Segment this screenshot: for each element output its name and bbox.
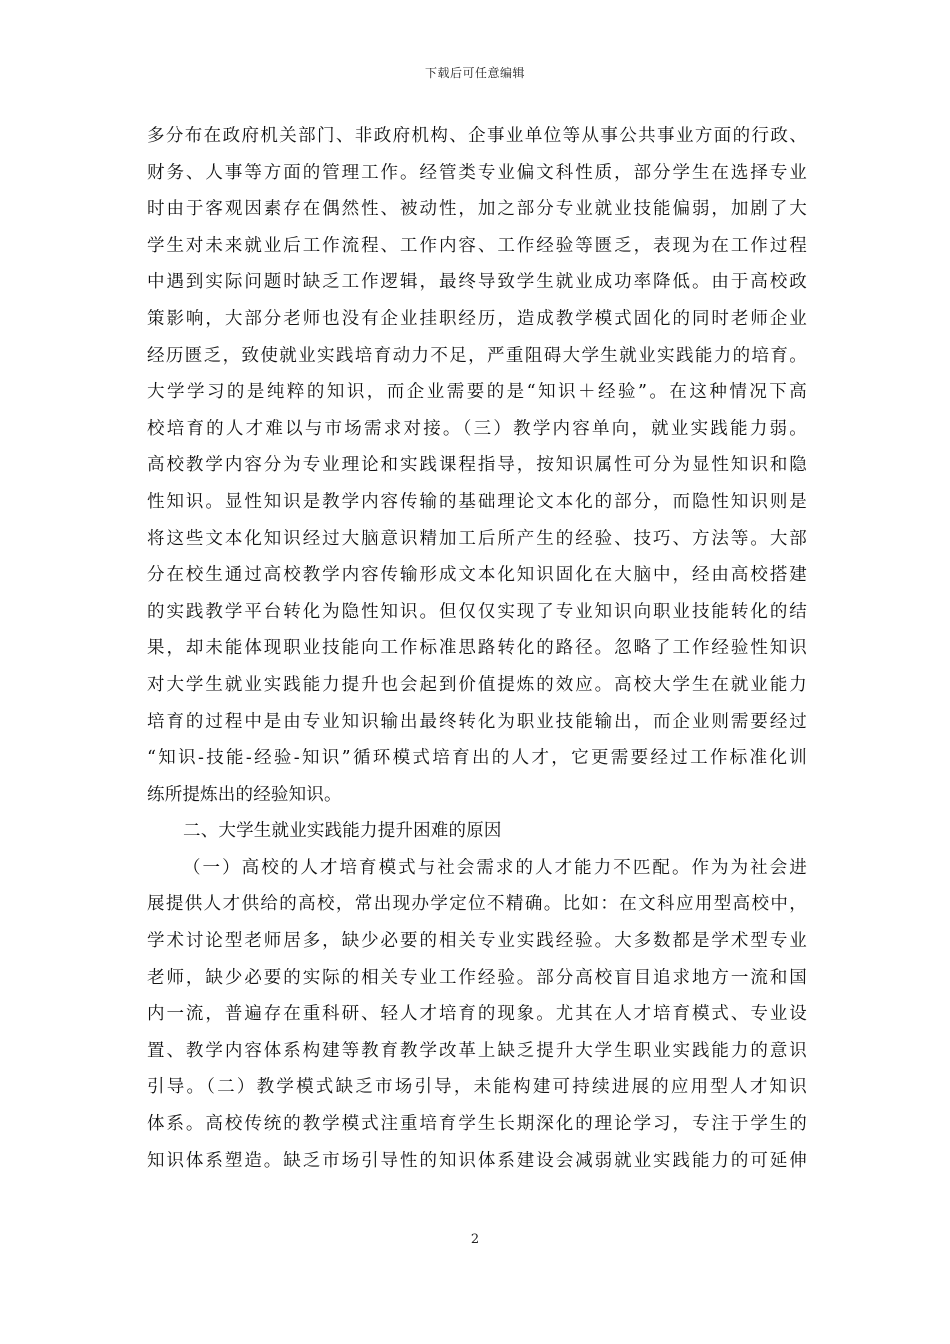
text-line: 练所提炼出的经验知识。 xyxy=(147,784,342,805)
text-line: 中遇到实际问题时缺乏工作逻辑，最终导致学生就业成功率降低。由于高校政 xyxy=(147,272,807,293)
text-line: 老师，缺少必要的实际的相关专业工作经验。部分高校盲目追求地方一流和国 xyxy=(147,967,807,988)
text-line: 校培育的人才难以与市场需求对接。（三）教学内容单向，就业实践能力弱。 xyxy=(147,418,807,439)
text-line: 置、教学内容体系构建等教育教学改革上缺乏提升大学生职业实践能力的意识 xyxy=(147,1040,807,1061)
text-line: 经历匮乏，致使就业实践培育动力不足，严重阻碍大学生就业实践能力的培育。 xyxy=(147,345,807,366)
text-line: 高校教学内容分为专业理论和实践课程指导，按知识属性可分为显性知识和隐 xyxy=(147,455,807,476)
text-line: 果，却未能体现职业技能向工作标准思路转化的路径。忽略了工作经验性知识 xyxy=(147,638,807,659)
text-line: 学生对未来就业后工作流程、工作内容、工作经验等匮乏，表现为在工作过程 xyxy=(147,235,807,256)
text-line: 体系。高校传统的教学模式注重培育学生长期深化的理论学习，专注于学生的 xyxy=(147,1114,807,1135)
text-line: 大学学习的是纯粹的知识，而企业需要的是“知识＋经验”。在这种情况下高 xyxy=(147,382,807,403)
text-line: 时由于客观因素存在偶然性、被动性，加之部分专业就业技能偏弱，加剧了大 xyxy=(147,199,807,220)
body-text xyxy=(147,118,807,1179)
section-heading: 二、大学生就业实践能力提升困难的原因 xyxy=(183,821,502,842)
text-line: 性知识。显性知识是教学内容传输的基础理论文本化的部分，而隐性知识则是 xyxy=(147,491,807,512)
text-line: 内一流，普遍存在重科研、轻人才培育的现象。尤其在人才培育模式、专业设 xyxy=(147,1004,807,1025)
text-line: 策影响，大部分老师也没有企业挂职经历，造成教学模式固化的同时老师企业 xyxy=(147,308,807,329)
text-line: 知识体系塑造。缺乏市场引导性的知识体系建设会减弱就业实践能力的可延伸 xyxy=(147,1150,807,1171)
text-line: 分在校生通过高校教学内容传输形成文本化知识固化在大脑中，经由高校搭建 xyxy=(147,565,807,586)
page-number: 2 xyxy=(470,1232,480,1247)
text-line: 对大学生就业实践能力提升也会起到价值提炼的效应。高校大学生在就业能力 xyxy=(147,674,807,695)
text-line: （一）高校的人才培育模式与社会需求的人才能力不匹配。作为为社会进 xyxy=(183,857,807,878)
text-line: 展提供人才供给的高校，常出现办学定位不精确。比如：在文科应用型高校中， xyxy=(147,894,807,915)
text-line: 财务、人事等方面的管理工作。经管类专业偏文科性质，部分学生在选择专业 xyxy=(147,162,807,183)
text-line: “知识-技能-经验-知识”循环模式培育出的人才，它更需要经过工作标准化训 xyxy=(147,748,807,769)
text-line: 将这些文本化知识经过大脑意识精加工后所产生的经验、技巧、方法等。大部 xyxy=(147,528,807,549)
page-header: 下载后可任意编辑 xyxy=(424,66,525,80)
text-line: 引导。（二）教学模式缺乏市场引导，未能构建可持续进展的应用型人才知识 xyxy=(147,1077,807,1098)
text-line: 的实践教学平台转化为隐性知识。但仅仅实现了专业知识向职业技能转化的结 xyxy=(147,601,807,622)
text-line: 学术讨论型老师居多，缺少必要的相关专业实践经验。大多数都是学术型专业 xyxy=(147,931,807,952)
text-line: 培育的过程中是由专业知识输出最终转化为职业技能输出，而企业则需要经过 xyxy=(147,711,807,732)
text-line: 多分布在政府机关部门、非政府机构、企事业单位等从事公共事业方面的行政、 xyxy=(147,126,807,146)
